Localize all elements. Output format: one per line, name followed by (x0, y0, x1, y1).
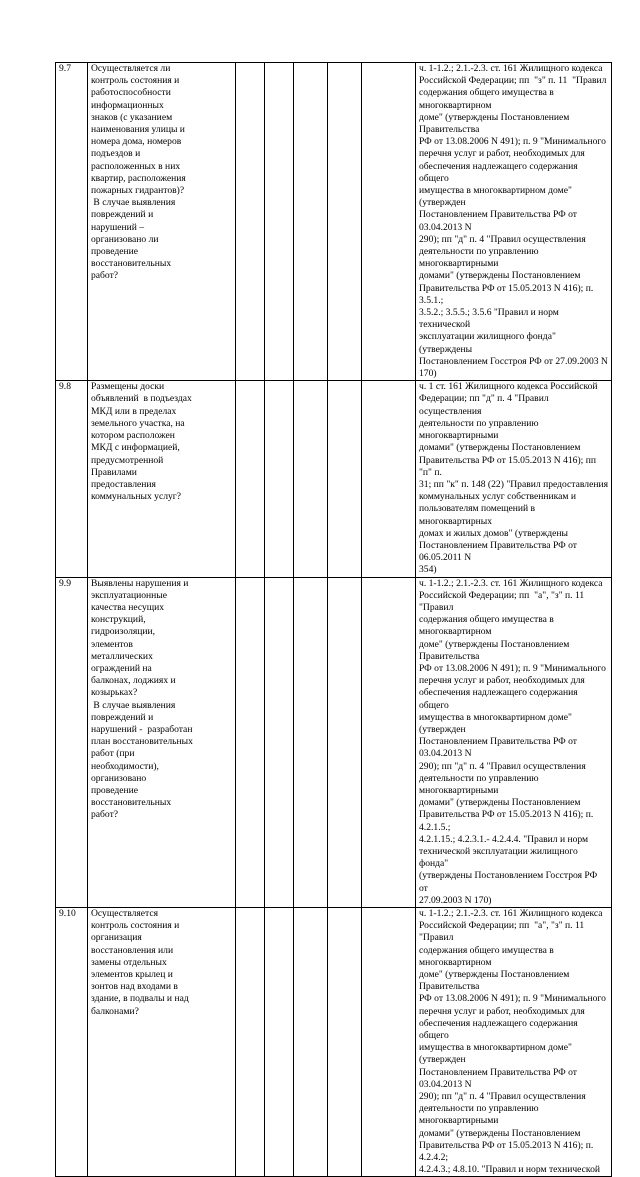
answer-cell-no (265, 908, 294, 1177)
answer-cell-no (265, 63, 294, 381)
answer-cell-not-applicable (294, 381, 328, 577)
requirement-question: Выявлены нарушения и эксплуатационные качества несущих конструкций, гидроизоляции, элементов металлических ограждений на балконах, лоджиях и козырьках? В случае выявления повреждений и нарушений - разработан план восстановительных работ (при необходимости), организовано проведение восстановительных работ? (88, 577, 236, 907)
item-number: 9.9 (56, 577, 88, 907)
answer-cell-note (362, 577, 416, 907)
answer-cell-note (362, 63, 416, 381)
answer-cell-yes (236, 63, 265, 381)
requirement-question: Размещены доски объявлений в подъездах МКД или в пределах земельного участка, на котором расположен МКД с информацией, предусмотренной Правилами предоставления коммунальных услуг? (88, 381, 236, 577)
checklist-table (55, 62, 612, 1177)
requirement-question: Осуществляется ли контроль состояния и работоспособности информационных знаков (с указанием наименования улицы и номера дома, номеров подъездов и расположенных в них квартир, расположения пожарных гидрантов)? В случае выявления повреждений и нарушений – организовано ли проведение восстановительных работ? (88, 63, 236, 381)
answer-cell-extra (328, 63, 362, 381)
answer-cell-not-applicable (294, 908, 328, 1177)
answer-cell-note (362, 908, 416, 1177)
legal-reference: ч. 1-1.2.; 2.1.-2.3. ст. 161 Жилищного кодекса Российской Федерации; пп "а", "з" п. 11 "Правил содержания общего имущества в многоквартирном доме" (утверждены Постановлением Правительства РФ от 13.08.2006 N 491); п. 9 "Минимального перечня услуг и работ, необходимых для обеспечения надлежащего содержания общего имущества в многоквартирном доме" (утвержден Постановлением Правительства РФ от 03.04.2013 N 290); пп "д" п. 4 "Правил осуществления деятельности по управлению многоквартирными домами" (утверждены Постановлением Правительства РФ от 15.05.2013 N 416); п. 4.2.4.2; 4.2.4.3.; 4.8.10. "Правил и норм технической (416, 908, 612, 1177)
answer-cell-not-applicable (294, 577, 328, 907)
table-row (56, 577, 612, 907)
item-number: 9.8 (56, 381, 88, 577)
answer-cell-no (265, 381, 294, 577)
item-number: 9.7 (56, 63, 88, 381)
answer-cell-extra (328, 908, 362, 1177)
answer-cell-note (362, 381, 416, 577)
legal-reference: ч. 1-1.2.; 2.1.-2.3. ст. 161 Жилищного кодекса Российской Федерации; пп "а", "з" п. 11 "Правил содержания общего имущества в многоквартирном доме" (утверждены Постановлением Правительства РФ от 13.08.2006 N 491); п. 9 "Минимального перечня услуг и работ, необходимых для обеспечения надлежащего содержания общего имущества в многоквартирном доме" (утвержден Постановлением Правительства РФ от 03.04.2013 N 290); пп "д" п. 4 "Правил осуществления деятельности по управлению многоквартирными домами" (утверждены Постановлением Правительства РФ от 15.05.2013 N 416); п. 4.2.1.5.; 4.2.1.15.; 4.2.3.1.- 4.2.4.4. "Правил и норм технической эксплуатации жилищного фонда" (утверждены Постановлением Госстроя РФ от 27.09.2003 N 170) (416, 577, 612, 907)
answer-cell-extra (328, 577, 362, 907)
requirement-question: Осуществляется контроль состояния и организация восстановления или замены отдельных элементов крылец и зонтов над входами в здание, в подвалы и над балконами? (88, 908, 236, 1177)
answer-cell-extra (328, 381, 362, 577)
answer-cell-not-applicable (294, 63, 328, 381)
item-number: 9.10 (56, 908, 88, 1177)
legal-reference: ч. 1-1.2.; 2.1.-2.3. ст. 161 Жилищного кодекса Российской Федерации; пп "з" п. 11 "Правил содержания общего имущества в многоквартирном доме" (утверждены Постановлением Правительства РФ от 13.08.2006 N 491); п. 9 "Минимального перечня услуг и работ, необходимых для обеспечения надлежащего содержания общего имущества в многоквартирном доме" (утвержден Постановлением Правительства РФ от 03.04.2013 N 290); пп "д" п. 4 "Правил осуществления деятельности по управлению многоквартирными домами" (утверждены Постановлением Правительства РФ от 15.05.2013 N 416); п. 3.5.1.; 3.5.2.; 3.5.5.; 3.5.6 "Правил и норм технической эксплуатации жилищного фонда" (утверждены Постановлением Госстроя РФ от 27.09.2003 N 170) (416, 63, 612, 381)
answer-cell-yes (236, 908, 265, 1177)
legal-reference: ч. 1 ст. 161 Жилищного кодекса Российской Федерации; пп "д" п. 4 "Правил осуществления деятельности по управлению многоквартирными домами" (утверждены Постановлением Правительства РФ от 15.05.2013 N 416); пп "п" п. 31; пп "к" п. 148 (22) "Правил предоставления коммунальных услуг собственникам и пользователям помещений в многоквартирных домах и жилых домов" (утверждены Постановлением Правительства РФ от 06.05.2011 N 354) (416, 381, 612, 577)
table-row (56, 908, 612, 1177)
answer-cell-no (265, 577, 294, 907)
table-row (56, 63, 612, 381)
answer-cell-yes (236, 381, 265, 577)
table-row (56, 381, 612, 577)
answer-cell-yes (236, 577, 265, 907)
